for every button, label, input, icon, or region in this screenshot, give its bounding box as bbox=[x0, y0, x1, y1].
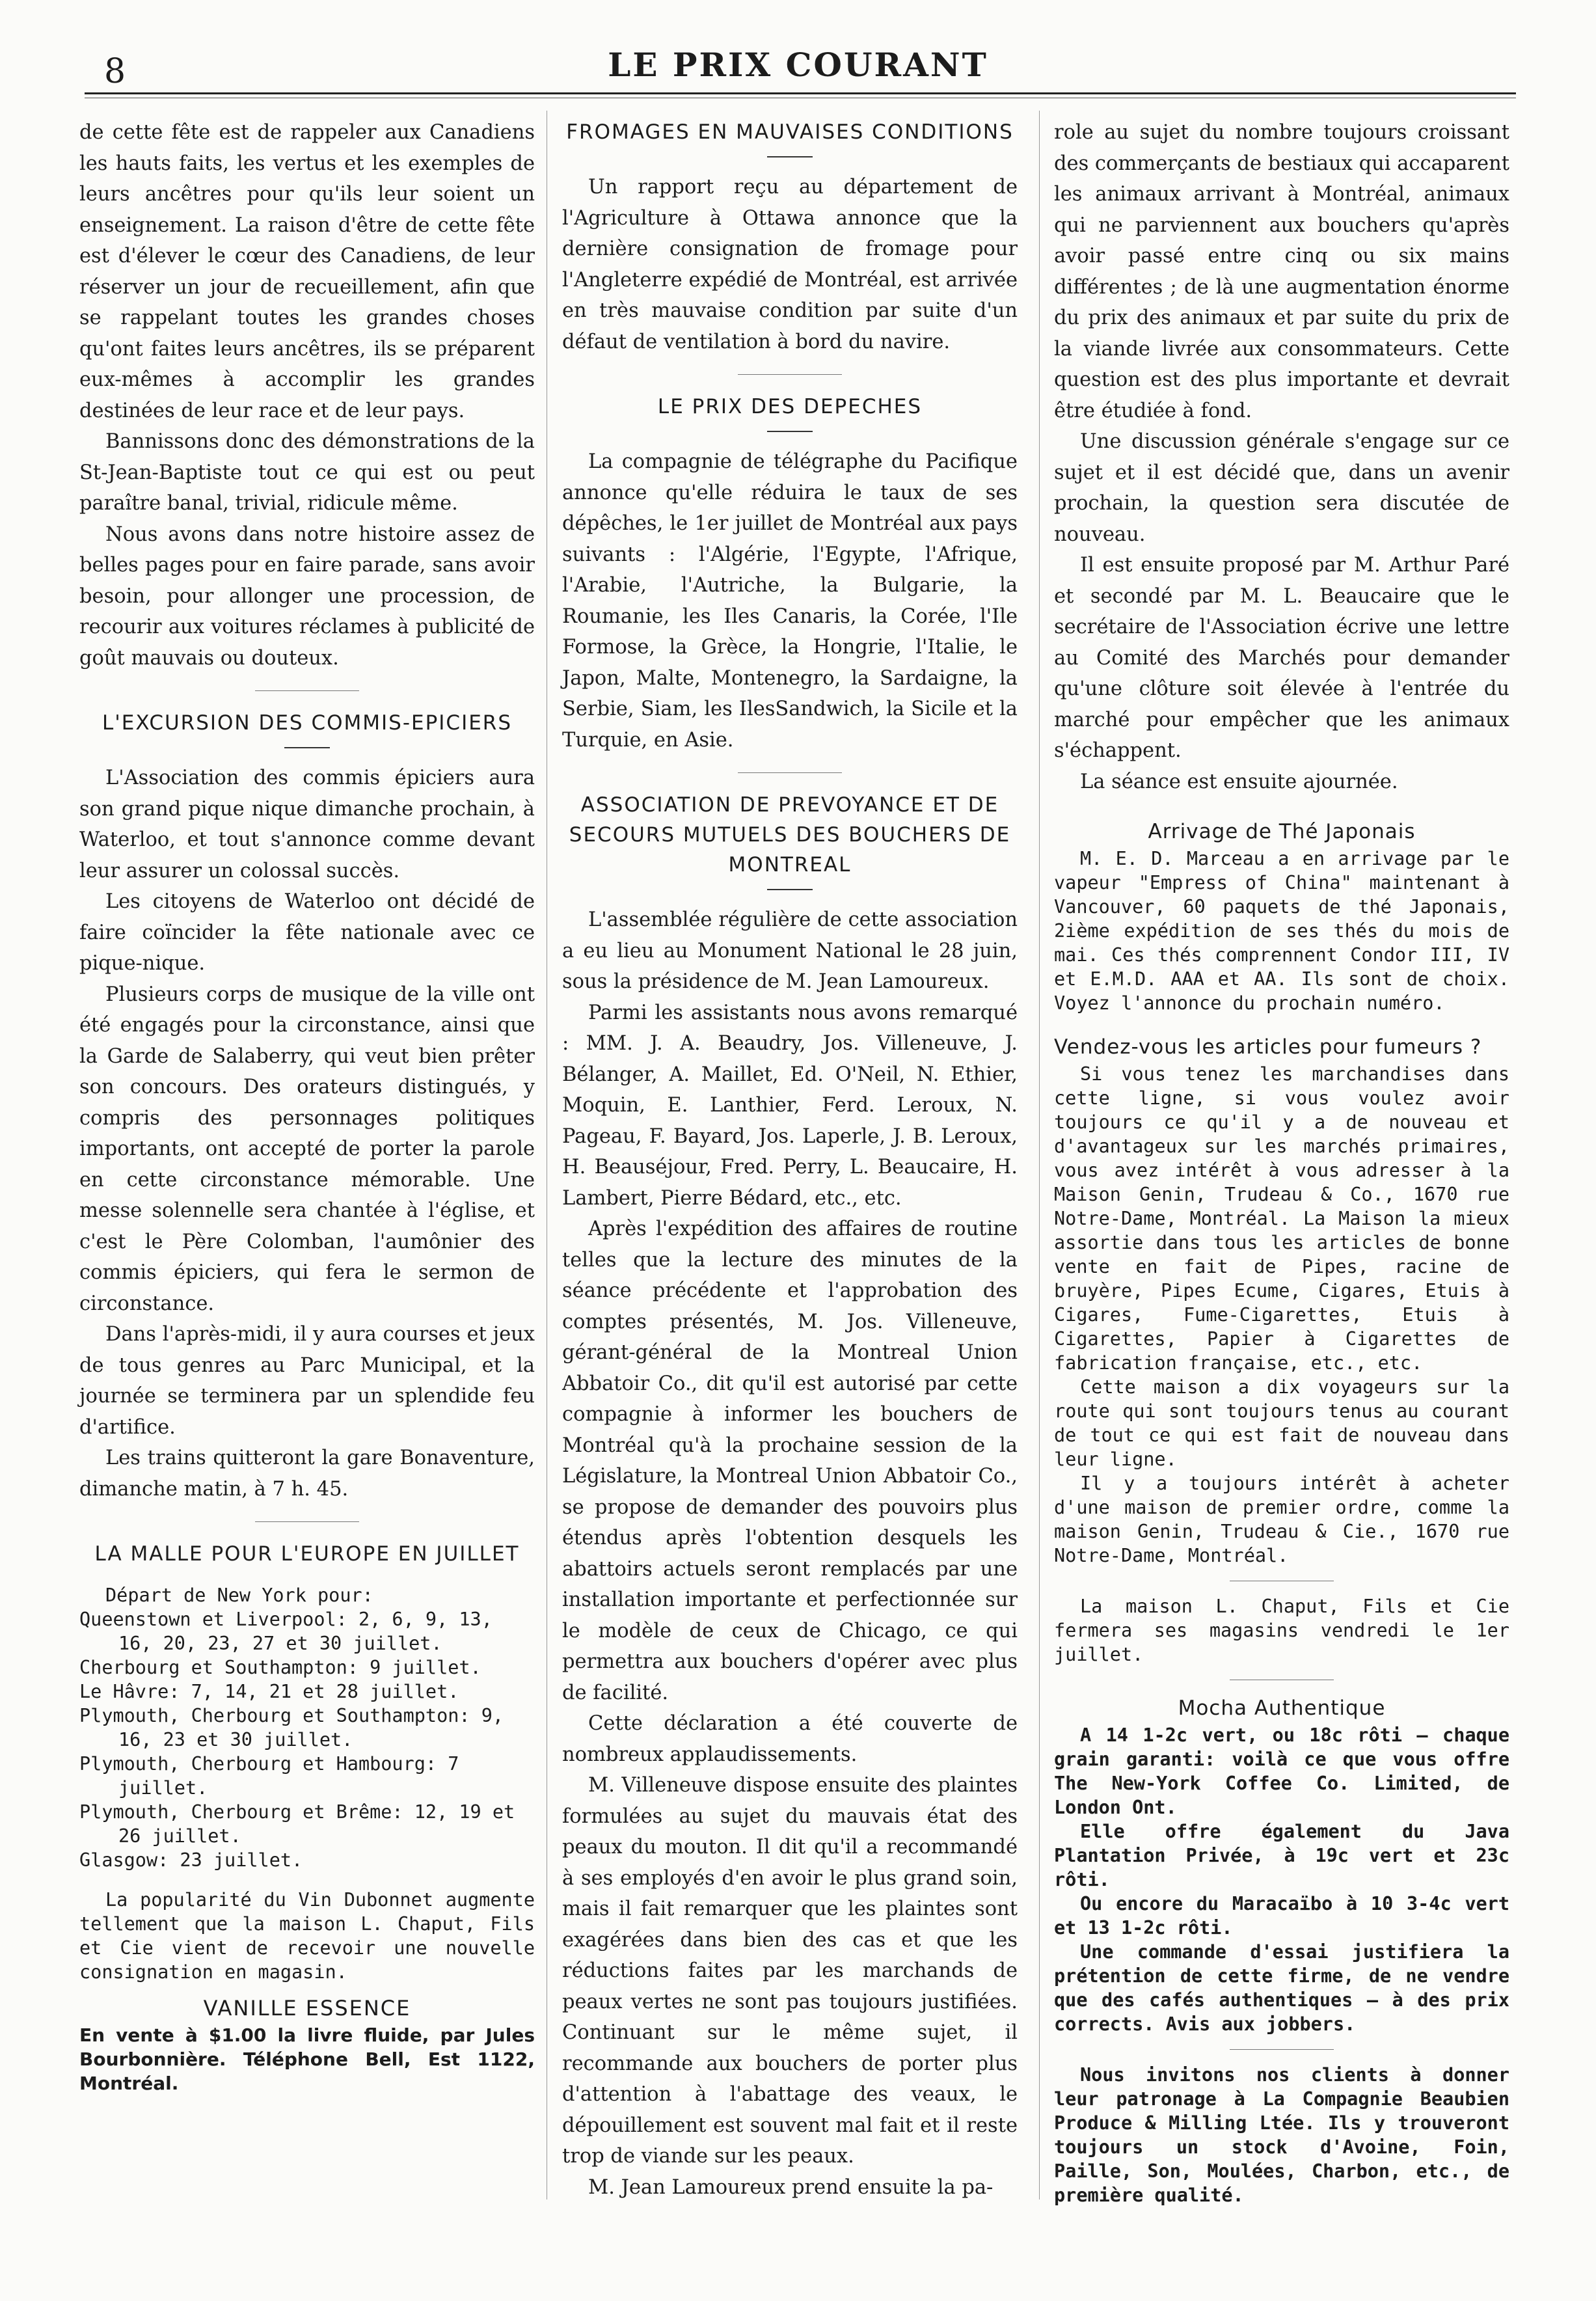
article-paragraph: Bannissons donc des démonstrations de la St-Jean-Baptiste tout ce qui est ou peut paraître banal, trivial, ridicule même. bbox=[79, 430, 535, 515]
notice-vanille: En vente à $1.00 la livre fluide, par Jules Bourbonnière. Téléphone Bell, Est 1122, Montréal. bbox=[79, 2024, 535, 2094]
section-divider bbox=[1230, 2049, 1334, 2050]
column-middle bbox=[562, 117, 1018, 2203]
schedule-line: Cherbourg et Southampton: 9 juillet. bbox=[79, 1657, 481, 1678]
article-paragraph: M. Villeneuve dispose ensuite des plaintes formulées au sujet du mauvais état des peaux du mouton. Il dit qu'il a recommandé à ses employés d'en avoir le plus grand soin, mais il fait remarquer que les plaintes sont exagérées dans bien des cas et que les réductions faites par les marchands de peaux vertes ne sont pas toujours justifiées. Continuant sur le même sujet, il recommande aux bouchers de porter plus d'attention à l'abattage des veaux, le dépouillement est souvent mal fait et il reste trop de viande sur les peaux. bbox=[562, 1774, 1018, 2168]
notice-mocha: Elle offre également du Java Plantation Privée, à 19c vert et 23c rôti. bbox=[1054, 1821, 1509, 1890]
masthead-rule bbox=[85, 92, 1516, 94]
headline-dash bbox=[284, 747, 330, 748]
schedule-line: Plymouth, Cherbourg et Southampton: 9, 16, 23 et 30 juillet. bbox=[79, 1705, 504, 1750]
headline-mocha: Mocha Authentique bbox=[1178, 1696, 1386, 1720]
headline-the-japonais: Arrivage de Thé Japonais bbox=[1148, 820, 1416, 843]
notice-the: M. E. D. Marceau a en arrivage par le vapeur "Empress of China" maintenant à Vancouver, 60 paquets de thé Japonais, 2ième expédition de ses thés du mois de mai. Ces thés comprennent Condor III, IV et E.M.D. AAA et AA. Ils sont de choix. Voyez l'annonce du prochain numéro. bbox=[1054, 848, 1509, 1014]
article-paragraph: Une discussion générale s'engage sur ce sujet et il est décidé que, dans un avenir prochain, la question sera discutée de nouveau. bbox=[1054, 430, 1509, 546]
column-left bbox=[79, 117, 535, 2095]
article-paragraph: Parmi les assistants nous avons remarqué : MM. J. A. Beaudry, Jos. Villeneuve, J. Bélanger, A. Maillet, Ed. O'Neil, N. Ethier, Moquin, E. Lanthier, Ferd. Leroux, N. Pageau, F. Bayard, Jos. Laperle, J. B. Leroux, H. Beauséjour, Fred. Perry, L. Beaucaire, H. Lambert, Pierre Bédard, etc., etc. bbox=[562, 1001, 1018, 1210]
schedule-intro: Départ de New York pour: bbox=[105, 1585, 373, 1606]
schedule-line: Le Hâvre: 7, 14, 21 et 28 juillet. bbox=[79, 1681, 459, 1702]
section-divider bbox=[738, 772, 842, 773]
section-divider bbox=[255, 690, 359, 691]
article-paragraph: Un rapport reçu au département de l'Agriculture à Ottawa annonce que la dernière consignation de fromage pour l'Angleterre expédié de Montréal, est arrivée en très mauvaise condition par suite d'un défaut de ventilation à bord du navire. bbox=[562, 176, 1018, 353]
article-paragraph: L'Association des commis épiciers aura son grand pique nique dimanche prochain, à Waterloo, et tout s'annonce comme devant leur assurer un colossal succès. bbox=[79, 767, 535, 882]
article-paragraph: La compagnie de télégraphe du Pacifique annonce qu'elle réduira le taux de ses dépêches, le 1er juillet de Montréal aux pays suivants : l'Algérie, l'Egypte, l'Afrique, l'Arabie, l'Autriche, la Bulgarie, la Roumanie, les Iles Canaris, la Corée, l'Ile Formose, la Grèce, la Hongrie, l'Italie, le Japon, Malte, Montenegro, la Sardaigne, la Serbie, Siam, les IlesSandwich, la Sicile et la Turquie, en Asie. bbox=[562, 450, 1018, 752]
article-paragraph: Dans l'après-midi, il y aura courses et jeux de tous genres au Parc Municipal, et la journée se terminera par un splendide feu d'artifice. bbox=[79, 1323, 535, 1439]
article-paragraph: Cette déclaration a été couverte de nombreux applaudissements. bbox=[562, 1712, 1018, 1766]
article-paragraph: L'assemblée régulière de cette association a eu lieu au Monument National le 28 juin, sous la présidence de M. Jean Lamoureux. bbox=[562, 908, 1018, 993]
notice-mocha: Ou encore du Maracaïbo à 10 3-4c vert et 13 1-2c rôti. bbox=[1054, 1893, 1509, 1939]
schedule-line: Glasgow: 23 juillet. bbox=[79, 1849, 303, 1871]
headline-dash bbox=[767, 156, 813, 157]
article-paragraph: La séance est ensuite ajournée. bbox=[1080, 770, 1398, 793]
headline-malle: LA MALLE POUR L'EUROPE EN JUILLET bbox=[94, 1542, 520, 1566]
section-divider bbox=[255, 1521, 359, 1522]
notice-chaput: La maison L. Chaput, Fils et Cie fermera ses magasins vendredi le 1er juillet. bbox=[1054, 1596, 1509, 1665]
schedule-line: Plymouth, Cherbourg et Brême: 12, 19 et 26 juillet. bbox=[79, 1801, 515, 1847]
page-number: 8 bbox=[104, 52, 126, 91]
section-divider bbox=[738, 374, 842, 375]
headline-excursion: L'EXCURSION DES COMMIS-EPICIERS bbox=[101, 711, 513, 735]
headline-association: ASSOCIATION DE PREVOYANCE ET DE SECOURS MUTUELS DES BOUCHERS DE MONTREAL bbox=[569, 793, 1011, 877]
column-divider bbox=[1039, 111, 1040, 2199]
notice-mocha: A 14 1-2c vert, ou 18c rôti — chaque grain garanti: voilà ce que vous offre The New-York Coffee Co. Limited, de London Ont. bbox=[1054, 1724, 1509, 1818]
headline-fumeurs: Vendez-vous les articles pour fumeurs ? bbox=[1054, 1035, 1482, 1059]
notice-dubonnet: La popularité du Vin Dubonnet augmente tellement que la maison L. Chaput, Fils et Cie vient de recevoir une nouvelle consignation en magasin. bbox=[79, 1889, 535, 1983]
article-paragraph: Les trains quitteront la gare Bonaventure, dimanche matin, à 7 h. 45. bbox=[79, 1447, 535, 1501]
notice-mocha: Une commande d'essai justifiera la prétention de cette firme, de ne vendre que des cafés authentiques — à des prix corrects. Avis aux jobbers. bbox=[1054, 1941, 1509, 2035]
headline-fromages: FROMAGES EN MAUVAISES CONDITIONS bbox=[566, 120, 1014, 144]
notice-fumeurs: Si vous tenez les marchandises dans cette ligne, si vous voulez avoir toujours ce qu'il y a de nouveau et d'avantageux sur les marchés primaires, vous avez intérêt à vous adresser à la Maison Genin, Trudeau & Co., 1670 rue Notre-Dame, Montréal. La Maison la mieux assortie dans tous les articles de bonne vente en fait de Pipes, racine de bruyère, Pipes Ecume, Cigares, Etuis à Cigares, Fume-Cigarettes, Etuis à Cigarettes, Papier à Cigarettes de fabrication française, etc., etc. bbox=[1054, 1063, 1509, 1374]
article-paragraph: Plusieurs corps de musique de la ville ont été engagés pour la circonstance, ainsi que la Garde de Salaberry, qui veut bien prêter son concours. Des orateurs distingués, y compris des personnages politiques importants, ont accepté de porter la parole en cette circonstance mémorable. Une messe solennelle sera chantée à l'église, et c'est le Père Colomban, l'aumônier des commis épiciers, qui fera le sermon de circonstance. bbox=[79, 983, 535, 1315]
headline-dash bbox=[767, 431, 813, 432]
masthead-title: LE PRIX COURANT bbox=[608, 46, 988, 84]
article-paragraph: M. Jean Lamoureux prend ensuite la pa- bbox=[588, 2175, 994, 2199]
article-paragraph: Après l'expédition des affaires de routine telles que la lecture des minutes de la séance précédente et l'approbation des comptes présentés, M. Jos. Villeneuve, gérant-général de la Montreal Union Abbatoir Co., dit qu'il est autorisé par cette compagnie à informer les bouchers de Montréal qu'à la prochaine session de la Législature, la Montreal Union Abbatoir Co., se propose de demander des pouvoirs plus étendus après l'obtention desquels les abattoirs actuels seront remplacés par une installation importante et perfectionnée sur le modèle de ceux de Chicago, ce qui permettra aux bouchers d'opérer avec plus de facilité. bbox=[562, 1218, 1018, 1704]
article-paragraph: de cette fête est de rappeler aux Canadiens les hauts faits, les vertus et les exemples de leurs ancêtres pour qu'ils leur soient un enseignement. La raison d'être de cette fête est d'élever le cœur des Canadiens, de leur réserver un jour de recueillement, afin que se rappelant toutes les grandes choses qu'ont faites leurs ancêtres, ils se préparent eux-mêmes à accomplir les grandes destinées de leur race et de leur pays. bbox=[79, 121, 535, 422]
article-paragraph: role au sujet du nombre toujours croissant des commerçants de bestiaux qui accaparent les animaux arrivant à Montréal, animaux qui ne parviennent aux bouchers qu'après avoir passé entre cinq ou six mains différentes ; de là une augmentation énorme du prix des animaux et par suite du prix de la viande livrée aux consommateurs. Cette question est des plus importante et devrait être étudiée à fond. bbox=[1054, 121, 1509, 422]
article-paragraph: Nous avons dans notre histoire assez de belles pages pour en faire parade, sans avoir besoin, pour allonger une procession, de recourir aux voitures réclames à publicité de goût mauvais ou douteux. bbox=[79, 523, 535, 670]
notice-fumeurs: Cette maison a dix voyageurs sur la route qui sont toujours tenus au courant de tout ce qui est fait de nouveau dans leur ligne. bbox=[1054, 1376, 1509, 1470]
column-right bbox=[1054, 117, 1509, 2207]
notice-beaubien: Nous invitons nos clients à donner leur patronage à La Compagnie Beaubien Produce & Milling Ltée. Ils y trouveront toujours un stock d'Avoine, Foin, Paille, Son, Moulées, Charbon, etc., de première qualité. bbox=[1054, 2064, 1509, 2206]
schedule-line: Plymouth, Cherbourg et Hambourg: 7 juillet. bbox=[79, 1753, 459, 1799]
headline-vanille: VANILLE ESSENCE bbox=[203, 1996, 411, 2021]
notice-fumeurs: Il y a toujours intérêt à acheter d'une maison de premier ordre, comme la maison Genin, Trudeau & Cie., 1670 rue Notre-Dame, Montréal. bbox=[1054, 1473, 1509, 1566]
article-paragraph: Les citoyens de Waterloo ont décidé de faire coïncider la fête nationale avec ce pique-nique. bbox=[79, 890, 535, 975]
article-paragraph: Il est ensuite proposé par M. Arthur Paré et secondé par M. L. Beaucaire que le secrétaire de l'Association écrive une lettre au Comité des Marchés pour demander qu'une clôture soit élevée à l'entrée du marché pour empêcher que les animaux s'échappent. bbox=[1054, 554, 1509, 762]
headline-dash bbox=[767, 889, 813, 890]
schedule-line: Queenstown et Liverpool: 2, 6, 9, 13, 16, 20, 23, 27 et 30 juillet. bbox=[79, 1609, 493, 1654]
headline-depeches: LE PRIX DES DEPECHES bbox=[657, 395, 923, 418]
